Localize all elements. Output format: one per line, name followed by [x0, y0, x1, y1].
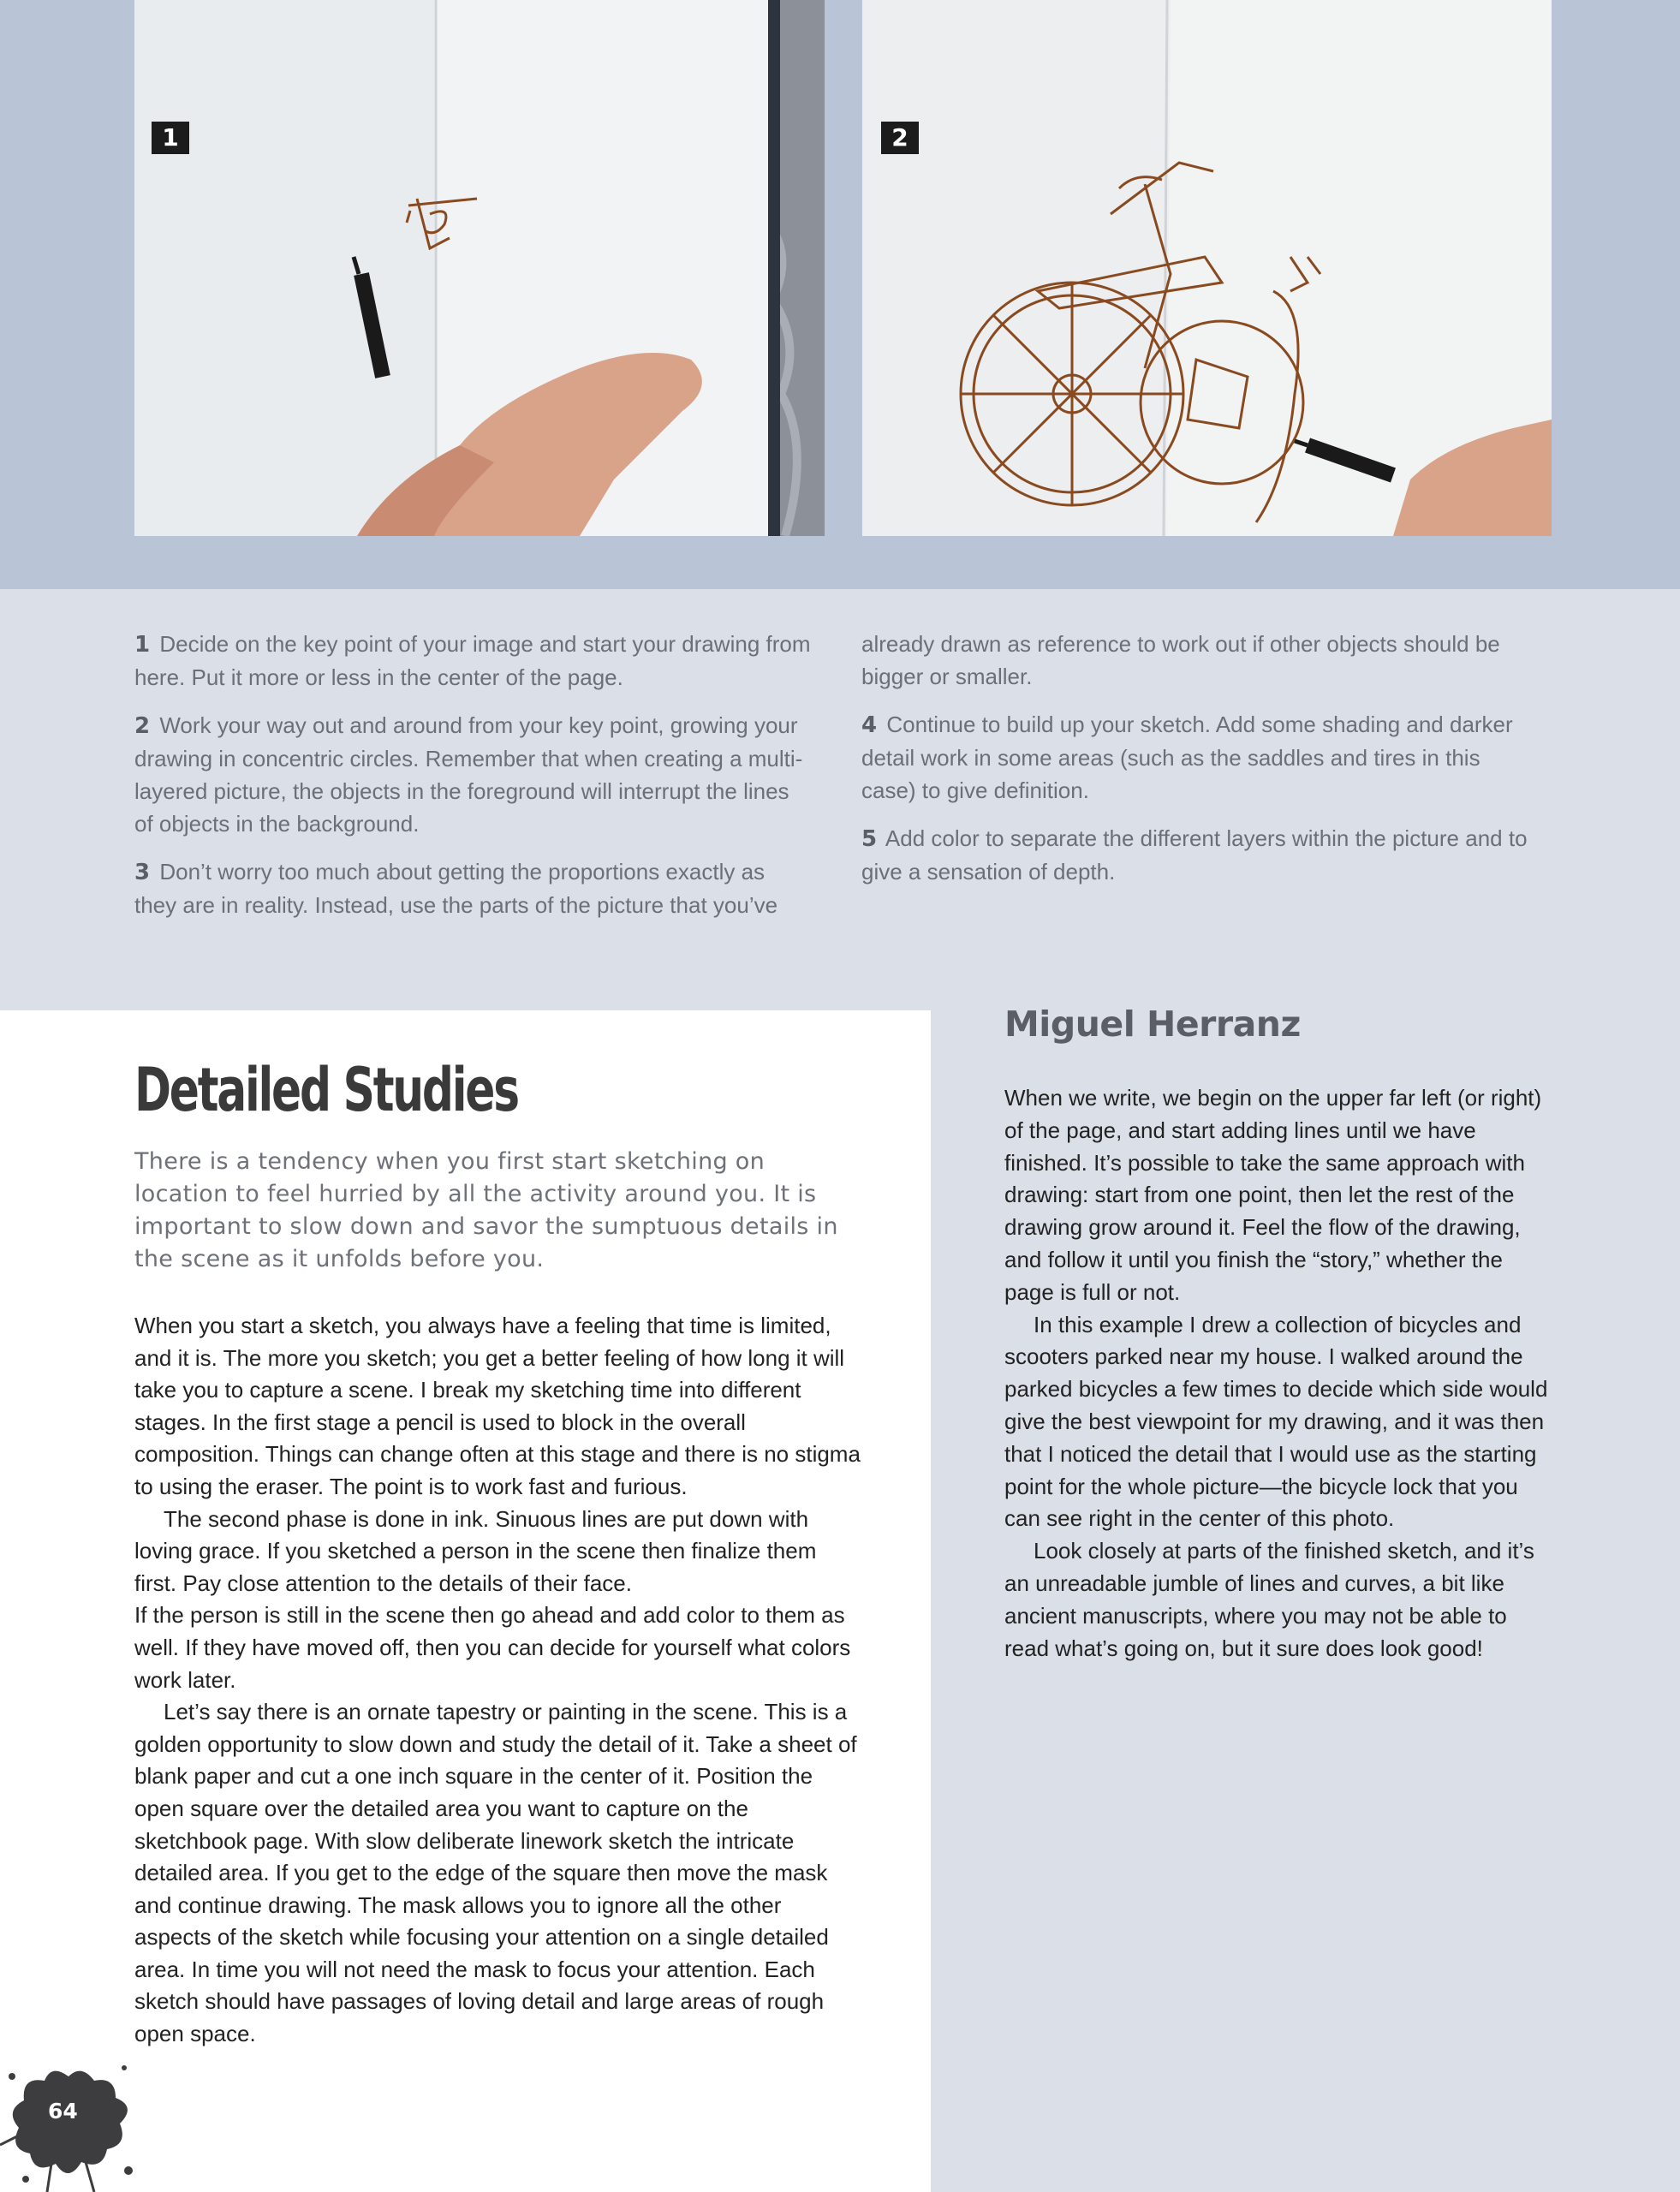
step-4-caption [861, 708, 1540, 807]
article-paragraph: The second phase is done in ink. Sinuous lines are put down with loving grace. If you sketched a person in the scene then finalize them first. Pay close attention to the details of their face. [134, 1505, 817, 1596]
sidebar-paragraph: In this example I drew a collection of bicycles and scooters parked near my house. I walked around the parked bicycles a few times to decide which side would give the best viewpoint for my drawing, and it was then that I noticed the detail that I would use as the starting point for the whole picture—the bicycle lock that you can see right in the center of this photo. [1004, 1311, 1548, 1532]
article-title: Detailed Studies [134, 1055, 518, 1125]
sidebar [1004, 1004, 1552, 1661]
step-3-caption-continued [861, 628, 1540, 693]
step-2-caption [134, 709, 813, 840]
sketchbook-photo-1 [134, 0, 825, 536]
step-5-caption [861, 822, 1540, 888]
sidebar-paragraph: When we write, we begin on the upper far left (or right) of the page, and start adding lines until we have finished. It’s possible to take the same approach with drawing: start from one point, then let the rest of the drawing grow around it. Feel the flow of the drawing, and follow it until you finish the “story,” whether the page is full or not. [1004, 1085, 1542, 1305]
article-paragraph: Let’s say there is an ornate tapestry or painting in the scene. This is a golden opportunity to slow down and study the detail of it. Take a sheet of blank paper and cut a one inch square in the center of it. Position the open square over the detailed area you want to capture on the sketchbook page. With slow deliberate linework sketch the intricate detailed area. If you get to the edge of the square then move the mask and continue drawing. The mask allows you to ignore all the other aspects of the sketch while focusing your attention on a single detailed area. In time you will not need the mask to focus your attention. Each sketch should have passages of loving detail and large areas of rough open space. [134, 1699, 857, 2047]
step-captions-right [861, 628, 1540, 903]
step-text: Add color to separate the different layers within the picture and to give a sensation of depth. [861, 825, 1528, 885]
step-text: Continue to build up your sketch. Add some shading and darker detail work in some areas (such as the saddles and tires in this case) to give definition. [861, 712, 1513, 803]
step-text: Work your way out and around from your key point, growing your drawing in concentric circles. Remember that when creating a multi-layered picture, the objects in the foreground will interrupt the lines of objects in the background. [134, 712, 803, 837]
step-2-badge: 2 [881, 122, 919, 154]
page-number-label: 64 [48, 2099, 78, 2124]
step-1-photo [134, 0, 825, 536]
step-number: 4 [861, 712, 878, 738]
article-paragraph: If the person is still in the scene then go ahead and add color to them as well. If they have moved off, then you can decide for yourself what colors work later. [134, 1602, 851, 1693]
sketchbook-photo-2 [862, 0, 1552, 536]
article [0, 1010, 931, 2192]
page-number [0, 2042, 137, 2192]
step-text: Don’t worry too much about getting the proportions exactly as they are in reality. Instead, use the parts of the picture that you’ve [134, 859, 778, 918]
article-paragraph: When you start a sketch, you always have a feeling that time is limited, and it is. The more you sketch; you get a better feeling of how long it will take you to capture a scene. I break my sketching time into different stages. In the first stage a pencil is used to block in the overall composition. Things can change often at this stage and there is no stigma to using the eraser. The point is to work fast and furious. [134, 1313, 861, 1499]
sidebar-author: Miguel Herranz [1004, 1004, 1301, 1045]
article-intro: There is a tendency when you first start sketching on location to feel hurried by all the activity around you. It is important to slow down and savor the sumptuous details in the scene as it unfolds before you. [134, 1148, 838, 1272]
step-number: 1 [134, 632, 151, 658]
step-text: Decide on the key point of your image and start your drawing from here. Put it more or less in the center of the page. [134, 631, 811, 690]
step-1-badge: 1 [152, 122, 189, 154]
step-3-caption [134, 855, 813, 921]
step-number: 2 [134, 713, 151, 739]
photo-band [0, 0, 1680, 589]
sidebar-body [1004, 1082, 1552, 1665]
step-captions-left [134, 628, 813, 937]
step-number: 3 [134, 860, 151, 885]
step-2-photo [862, 0, 1552, 536]
step-number: 5 [861, 826, 878, 852]
step-1-caption [134, 628, 813, 694]
article-body [134, 1310, 862, 2051]
sidebar-paragraph: Look closely at parts of the finished sketch, and it’s an unreadable jumble of lines and curves, a bit like ancient manuscripts, where you may not be able to read what’s going on, but it sure does look good! [1004, 1538, 1534, 1661]
step-text: already drawn as reference to work out if other objects should be bigger or smaller. [861, 631, 1500, 689]
